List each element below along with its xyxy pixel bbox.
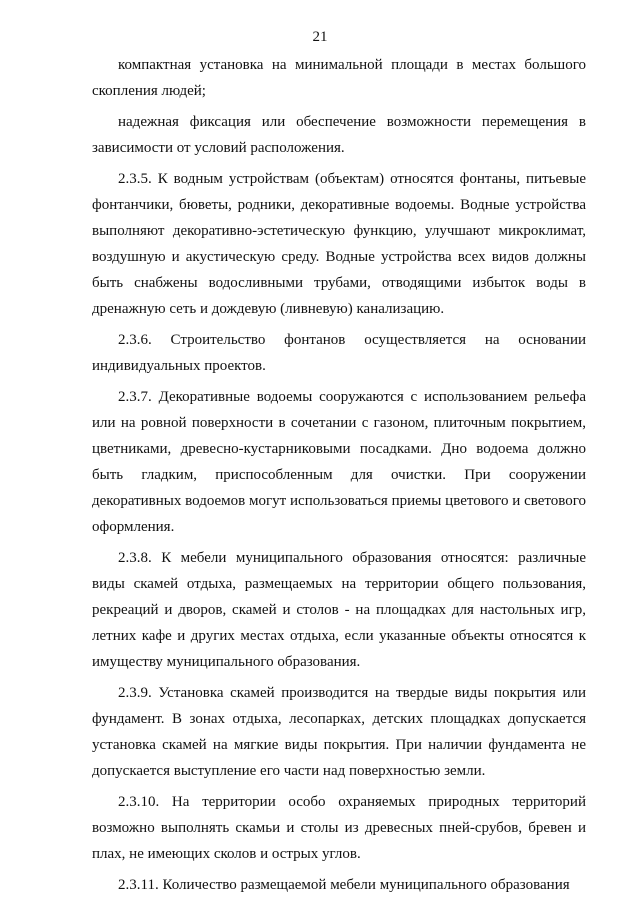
paragraph-2-3-5: 2.3.5. К водным устройствам (объектам) относятся фонтаны, питьевые фонтанчики, бюветы, родники, декоративные водоемы. Водные устройства выполняют декоративно-эстетическую функцию, улучшают микроклимат, воздушную и акустическую среду. Водные устройства всех видов должны быть снабжены водосливными трубами, отводящими избыток воды в дренажную сеть и дождевую (ливневую) канализацию. [92,171,586,317]
paragraph-2-3-8: 2.3.8. К мебели муниципального образования относятся: различные виды скамей отдыха, размещаемых на территории общего пользования, рекреаций и дворов, скамей и столов - на площадках для настольных игр, летних кафе и других местах отдыха, если указанные объекты относятся к имуществу муниципального образования. [92,550,586,670]
page-number: 21 [312,29,328,45]
paragraph-compact-installation: компактная установка на минимальной площади в местах большого скопления людей; [92,57,586,99]
paragraph-2-3-9: 2.3.9. Установка скамей производится на твердые виды покрытия или фундамент. В зонах отдыха, лесопарках, детских площадках допускается установка скамей на мягкие виды покрытия. При наличии фундамента не допускается выступление его части над поверхностью земли. [92,685,586,779]
paragraph-2-3-11: 2.3.11. Количество размещаемой мебели муниципального образования [118,877,570,893]
paragraph-2-3-10: 2.3.10. На территории особо охраняемых природных территорий возможно выполнять скамьи и столы из древесных пней-срубов, бревен и плах, не имеющих сколов и острых углов. [92,794,586,862]
paragraph-2-3-6: 2.3.6. Строительство фонтанов осуществляется на основании индивидуальных проектов. [92,332,586,374]
paragraph-fixation: надежная фиксация или обеспечение возможности перемещения в зависимости от условий расположения. [92,114,586,156]
document-body [92,52,586,903]
paragraph-2-3-7: 2.3.7. Декоративные водоемы сооружаются с использованием рельефа или на ровной поверхности в сочетании с газоном, плиточным покрытием, цветниками, древесно-кустарниковыми посадками. Дно водоема должно быть гладким, приспособленным для очистки. При сооружении декоративных водоемов могут использоваться приемы цветового и светового оформления. [92,389,586,535]
